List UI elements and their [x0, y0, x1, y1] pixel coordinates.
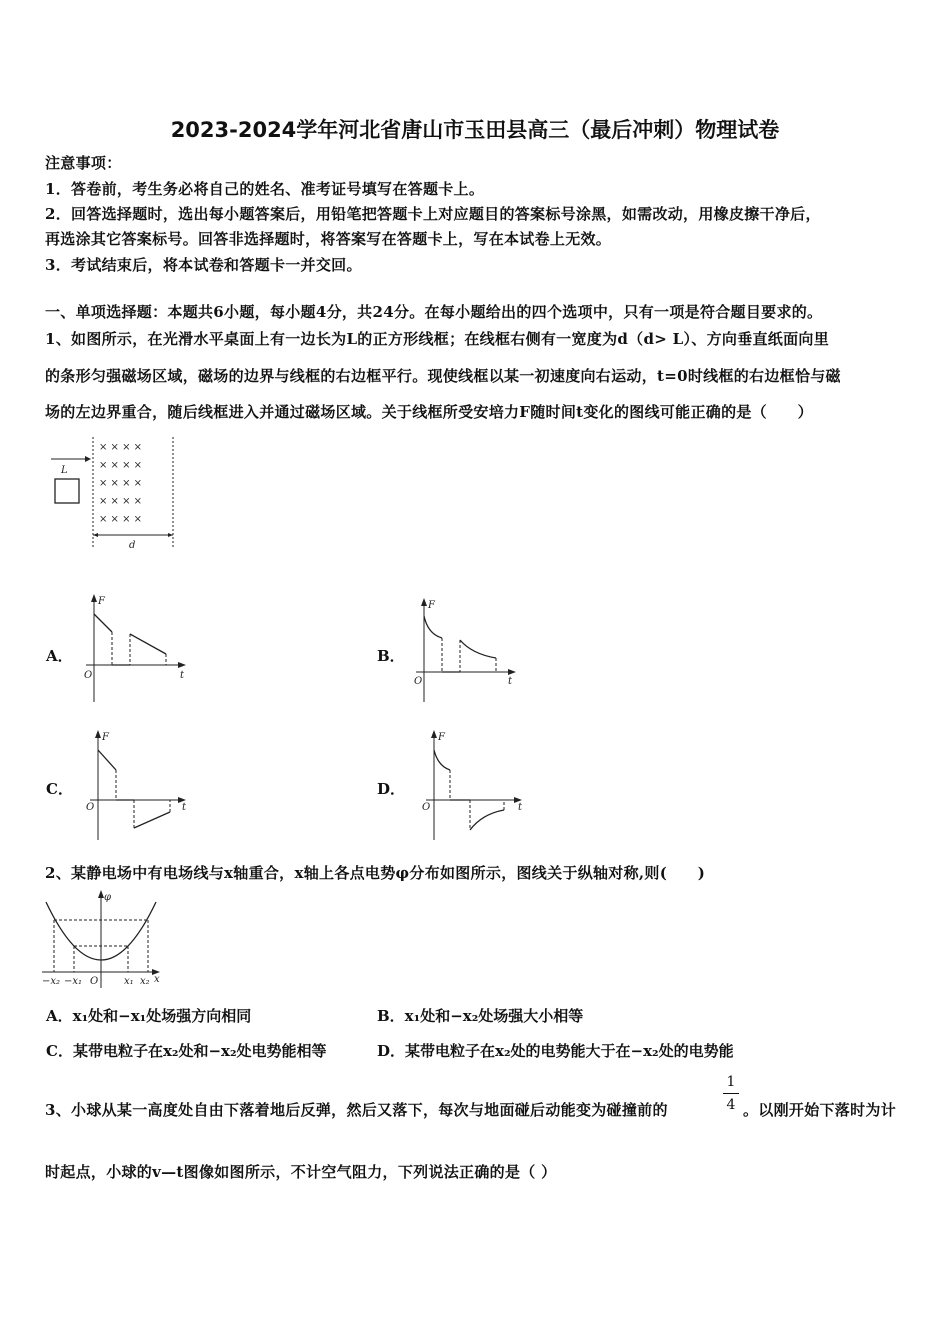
svg-text:−x₁: −x₁ — [64, 976, 83, 987]
q2-potential-graph — [40, 888, 165, 993]
svg-text:t: t — [182, 802, 187, 813]
svg-text:× × × ×: × × × × — [99, 478, 143, 489]
q1-line-3: 场的左边界重合，随后线框进入并通过磁场区域。关于线框所受安培力F随时间t变化的图线可能正确的是（ ） — [45, 403, 813, 421]
q2-option-d[interactable]: D．某带电粒子在x₂处的电势能大于在−x₂处的电势能 — [377, 1042, 734, 1060]
notice-item-3: 3．考试结束后，将本试卷和答题卡一并交回。 — [45, 256, 362, 274]
svg-text:F: F — [438, 732, 445, 743]
svg-text:−x₂: −x₂ — [42, 976, 61, 987]
svg-text:φ: φ — [104, 892, 112, 903]
svg-text:O: O — [422, 802, 431, 813]
q1-fig-d-label: d — [129, 540, 136, 551]
square-frame — [55, 479, 79, 503]
notice-item-2b: 再选涂其它答案标号。回答非选择题时，将答案写在答题卡上，写在本试卷上无效。 — [45, 230, 612, 248]
q3-frac-denominator: 4 — [726, 1097, 736, 1113]
q1-option-c[interactable]: C． — [46, 780, 73, 798]
q1-option-b[interactable]: B． — [377, 647, 405, 665]
q3-line-2: 时起点，小球的v—t图像如图所示，不计空气阻力，下列说法正确的是（ ） — [45, 1163, 557, 1181]
q1-line-2: 的条形匀强磁场区域，磁场的边界与线框的右边框平行。现使线框以某一初速度向右运动，t=0时线框的右边框恰与磁 — [45, 367, 841, 385]
svg-text:t: t — [518, 802, 523, 813]
svg-text:F: F — [102, 732, 109, 743]
section-heading: 一、单项选择题：本题共6小题，每小题4分，共24分。在每小题给出的四个选项中，只有一项是符合题目要求的。 — [45, 303, 823, 321]
q1-line-1: 1、如图所示，在光滑水平桌面上有一边长为L的正方形线框；在线框右侧有一宽度为d（d> L）、方向垂直纸面向里 — [45, 330, 830, 348]
svg-text:O: O — [84, 670, 93, 681]
q1-fig-L-label: L — [61, 465, 68, 476]
q2-stem: 2、某静电场中有电场线与x轴重合，x轴上各点电势φ分布如图所示，图线关于纵轴对称,则( ) — [45, 864, 706, 882]
svg-text:× × × ×: × × × × — [99, 460, 143, 471]
svg-text:× × × ×: × × × × — [99, 496, 143, 507]
q1-option-d[interactable]: D． — [377, 780, 406, 798]
svg-text:t: t — [508, 676, 513, 687]
q1-option-a[interactable]: A． — [46, 647, 73, 665]
q1-graph-c — [84, 728, 194, 842]
page-title: 2023-2024学年河北省唐山市玉田县高三（最后冲刺）物理试卷 — [170, 118, 780, 142]
svg-text:x₁: x₁ — [124, 976, 134, 987]
q1-graph-b — [410, 596, 520, 704]
svg-text:x₂: x₂ — [140, 976, 150, 987]
notice-item-1: 1．答卷前，考生务必将自己的姓名、准考证号填写在答题卡上。 — [45, 180, 485, 198]
q1-figure — [45, 435, 185, 555]
svg-text:F: F — [428, 600, 435, 611]
svg-text:× × × ×: × × × × — [99, 442, 143, 453]
svg-text:x: x — [154, 974, 160, 985]
notice-heading: 注意事项： — [45, 154, 122, 172]
q3-line-1: 3、小球从某一高度处自由下落着地后反弹，然后又落下，每次与地面碰后动能变为碰撞前的 — [45, 1101, 668, 1119]
notice-item-2a: 2．回答选择题时，选出每小题答案后，用铅笔把答题卡上对应题目的答案标号涂黑，如需改动，用橡皮擦干净后， — [45, 205, 821, 223]
svg-text:O: O — [86, 802, 95, 813]
q3-frac-numerator: 1 — [726, 1074, 736, 1090]
svg-text:t: t — [180, 670, 185, 681]
q3-fraction — [723, 1073, 739, 1114]
svg-text:O: O — [414, 676, 423, 687]
q2-option-b[interactable]: B．x₁处和−x₂处场强大小相等 — [377, 1007, 584, 1025]
svg-text:F: F — [98, 596, 105, 607]
q1-graph-d — [420, 728, 530, 842]
q2-option-a[interactable]: A．x₁处和−x₁处场强方向相同 — [46, 1007, 252, 1025]
q2-option-c[interactable]: C．某带电粒子在x₂处和−x₂处电势能相等 — [46, 1042, 327, 1060]
q1-graph-a — [82, 592, 192, 704]
q3-line-1-end: 。以刚开始下落时为计 — [743, 1101, 897, 1119]
svg-text:O: O — [90, 976, 99, 987]
svg-text:× × × ×: × × × × — [99, 514, 143, 525]
field-crosses — [99, 442, 142, 525]
